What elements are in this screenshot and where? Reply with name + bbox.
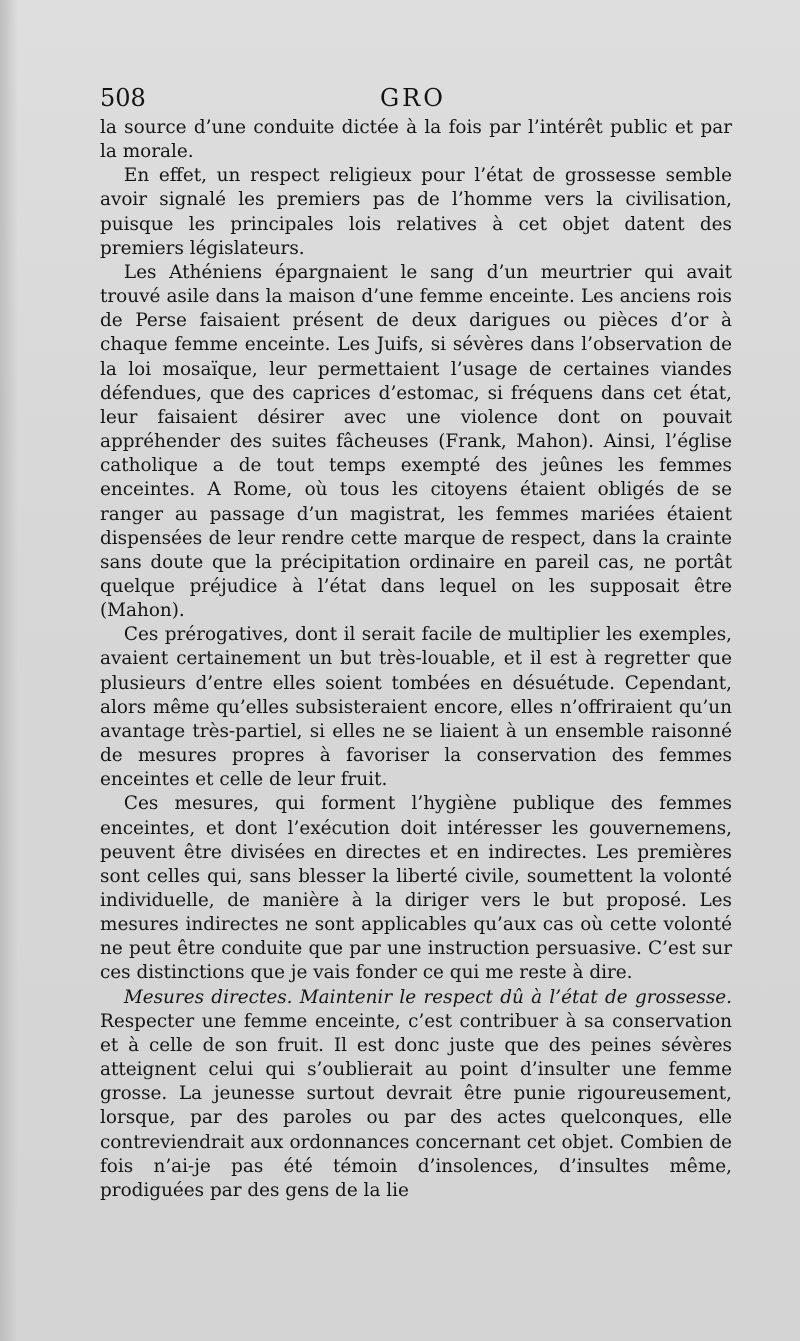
paragraph-5-text: Ces mesures, qui forment l’hygiène publique des femmes enceintes, et dont l’exécution doit intéresser les gouvernemens, peuvent être divisées en directes et en indirectes. Les premières sont celles qui, sans blesser la liberté civile, soumettent la volonté individuelle, de manière à la diriger vers le but proposé. Les mesures indirectes ne sont applicables qu’aux cas où cette volonté ne peut être conduite que par une instruction persuasive. C’est sur ces distinctions que je vais fonder ce qui me reste à dire. xyxy=(100,793,732,984)
paragraph-2 xyxy=(100,164,732,261)
section-heading-mesures-directes: Mesures directes. Maintenir le respect dû à l’état de grossesse. xyxy=(123,986,732,1008)
paragraph-4-text: Ces prérogatives, dont il serait facile de multiplier les exemples, avaient certainement un but très-louable, et il est à regretter que plusieurs d’entre elles soient tombées en désuétude. Cependant, alors même qu’elles subsisteraient encore, elles n’offriraient qu’un avantage très-partiel, si elles ne se liaient à un ensemble raisonné de mesures propres à favoriser la conservation des femmes enceintes et celle de leur fruit. xyxy=(100,624,732,791)
page-number: 508 xyxy=(100,84,146,112)
page-header xyxy=(100,84,732,114)
paragraph-3-text: Les Athéniens épargnaient le sang d’un meurtrier qui avait trouvé asile dans la maison d’une femme enceinte. Les anciens rois de Perse faisaient présent de deux darigues ou pièces d’or à chaque femme enceinte. Les Juifs, si sévères dans l’observation de la loi mosaïque, leur permettaient l’usage de certaines viandes défendues, que des caprices d’estomac, si fréquens dans cet état, leur faisaient désirer avec une violence dont on pouvait appréhender des suites fâcheuses (Frank, Mahon). Ainsi, l’église catholique a de tout temps exempté des jeûnes les femmes enceintes. A Rome, où tous les citoyens étaient obligés de se ranger au passage d’un magistrat, les femmes mariées étaient dispensées de leur rendre cette marque de respect, dans la crainte sans doute que la précipitation ordinaire en pareil cas, ne portât quelque préjudice à l’état dans lequel on les supposait être (Mahon). xyxy=(100,261,732,622)
page-edge-shadow xyxy=(0,0,18,1341)
paragraph-4 xyxy=(100,623,732,792)
paragraph-5 xyxy=(100,792,732,985)
paragraph-3 xyxy=(100,261,732,623)
paragraph-6-text: Respecter une femme enceinte, c’est contribuer à sa conservation et à celle de son fruit. Il est donc juste que des peines sévères atteignent celui qui s’oublierait au point d’insulter une femme grosse. La jeunesse surtout devrait être punie rigoureusement, lorsque, par des paroles ou par des actes quelconques, elle contreviendrait aux ordonnances concernant cet objet. Combien de fois n’ai-je pas été témoin d’insolences, d’insultes même, prodiguées par des gens de la lie xyxy=(100,1010,732,1201)
paragraph-6 xyxy=(100,986,732,1203)
paragraph-2-text: En effet, un respect religieux pour l’état de grossesse semble avoir signalé les premiers pas de l’homme vers la civilisation, puisque les principales lois relatives à cet objet datent des premiers législateurs. xyxy=(100,165,732,259)
paragraph-1 xyxy=(100,116,732,164)
running-head: GRO xyxy=(380,84,446,112)
paragraph-1-text: la source d’une conduite dictée à la fois par l’intérêt public et par la morale. xyxy=(100,117,732,163)
body-text xyxy=(100,116,732,1203)
